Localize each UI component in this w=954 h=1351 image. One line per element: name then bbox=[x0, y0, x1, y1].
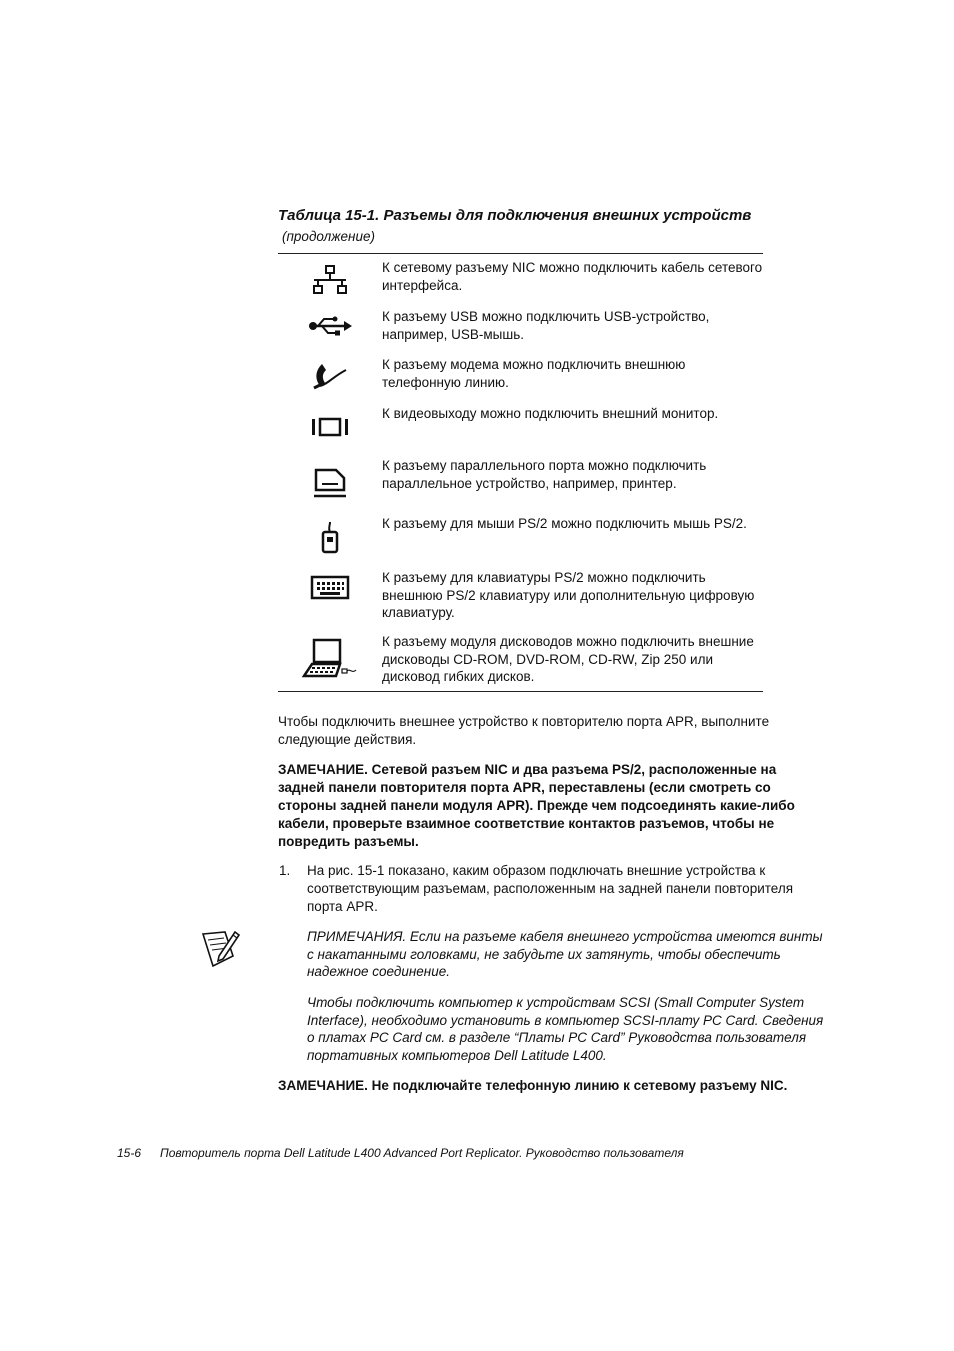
network-icon bbox=[300, 262, 360, 306]
table-row-video: К видеовыходу можно подключить внешний монитор. bbox=[382, 406, 719, 421]
footer-page-number: 15-6 bbox=[117, 1146, 142, 1160]
table-row-keyboard: К разъему для клавиатуры PS/2 можно подключить внешнюю PS/2 клавиатуру или дополнительную цифровую клавиатуру. bbox=[382, 570, 755, 620]
notice-paragraph: ЗАМЕЧАНИЕ. Сетевой разъем NIC и два разъема PS/2, расположенные на задней панели повторителя порта APR, переставлены (если смотреть со стороны задней панели модуля APR). Прежде чем подсоединять какие-либо кабели, проверьте взаимное соответствие контактов разъемов, чтобы не повредить разъемы. bbox=[278, 762, 795, 849]
modem-icon bbox=[300, 356, 360, 400]
table-caption-continued: (продолжение) bbox=[282, 229, 375, 244]
media-bay-icon bbox=[300, 636, 360, 680]
table-row-parallel: К разъему параллельного порта можно подключить параллельное устройство, например, принтер. bbox=[382, 458, 707, 491]
keyboard-icon bbox=[300, 568, 360, 612]
table-row-media-bay: К разъему модуля дисководов можно подключить внешние дисководы CD-ROM, DVD-ROM, CD-RW, Zip 250 или дисковод гибких дисков. bbox=[382, 634, 754, 684]
table-row-mouse: К разъему для мыши PS/2 можно подключить мышь PS/2. bbox=[382, 516, 747, 531]
note-paragraph-2: Чтобы подключить компьютер к устройствам SCSI (Small Computer System Interface), необходимо установить в компьютер SCSI-плату PC Card. Сведения о платах PC Card см. в разделе “Платы PC Card” Руководства пользователя портативных компьютеров Dell Latitude L400. bbox=[307, 995, 824, 1063]
note-paragraph-1: ПРИМЕЧАНИЯ. Если на разъеме кабеля внешнего устройства имеются винты с накатанными головками, не забудьте их затянуть, чтобы обеспечить надежное соединение. bbox=[307, 929, 823, 979]
parallel-icon bbox=[300, 460, 360, 504]
table-top-rule bbox=[278, 253, 763, 254]
table-row-usb: К разъему USB можно подключить USB-устройство, например, USB-мышь. bbox=[382, 309, 710, 342]
mouse-icon bbox=[300, 518, 360, 562]
table-bottom-rule bbox=[278, 691, 763, 692]
intro-paragraph: Чтобы подключить внешнее устройство к повторителю порта APR, выполните следующие действия. bbox=[278, 714, 770, 747]
table-caption: Таблица 15-1. Разъемы для подключения внешних устройств bbox=[278, 207, 752, 224]
note-pencil-icon bbox=[199, 926, 243, 970]
table-row-modem: К разъему модема можно подключить внешнюю телефонную линию. bbox=[382, 357, 686, 390]
step-number: 1. bbox=[279, 863, 291, 878]
step-text: На рис. 15-1 показано, каким образом подключать внешние устройства к соответствующим разъемам, расположенным на задней панели повторителя порта APR. bbox=[307, 863, 794, 914]
table-row-network: К сетевому разъему NIC можно подключить кабель сетевого интерфейса. bbox=[382, 260, 763, 293]
footer-title: Повторитель порта Dell Latitude L400 Advanced Port Replicator. Руководство пользователя bbox=[160, 1146, 684, 1160]
video-icon bbox=[300, 406, 360, 450]
notice-paragraph-2: ЗАМЕЧАНИЕ. Не подключайте телефонную линию к сетевому разъему NIC. bbox=[278, 1078, 788, 1093]
usb-icon bbox=[300, 306, 360, 350]
